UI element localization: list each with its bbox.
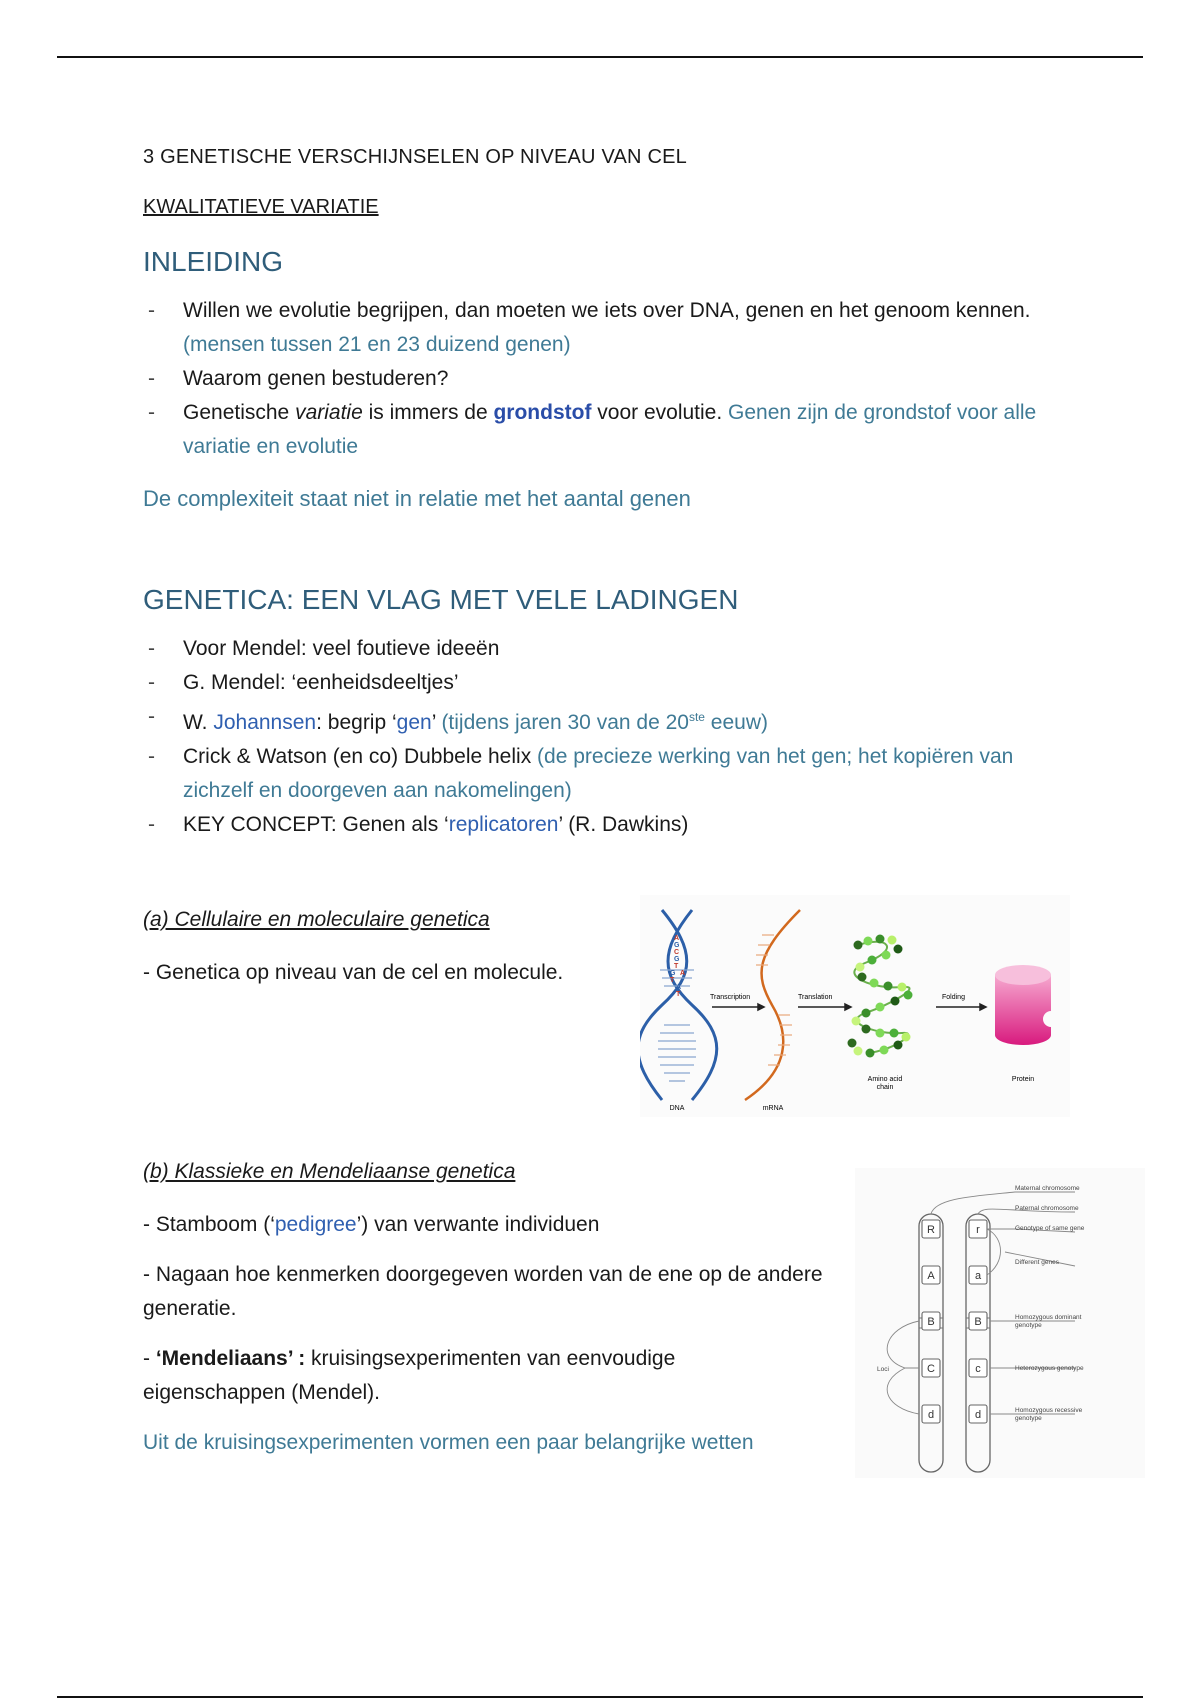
svg-text:C: C: [927, 1363, 935, 1375]
subheading-cellular: (a) Cellulaire en moleculaire genetica: [143, 908, 490, 931]
pedigree-text: - Stamboom (‘pedigree’) van verwante individuen: [143, 1213, 600, 1236]
svg-text:Translation: Translation: [798, 994, 833, 1001]
dna-protein-figure: [640, 895, 1070, 1117]
svg-text:T: T: [674, 963, 679, 970]
svg-text:R: R: [927, 1224, 935, 1236]
list-item: - W. Johannsen: begrip ‘gen’ (tijdens jaren 30 van de 20ste eeuw): [143, 700, 1073, 740]
dna-protein-diagram: [640, 895, 1070, 1117]
svg-text:Different genes: Different genes: [1015, 1259, 1059, 1266]
chromosome-diagram: [855, 1168, 1145, 1478]
svg-text:Homozygous dominant: Homozygous dominant: [1015, 1314, 1082, 1321]
list-item: - KEY CONCEPT: Genen als ‘replicatoren’ (R. Dawkins): [143, 808, 1073, 842]
mendelian-text: - ‘Mendeliaans’ : kruisingsexperimenten van eenvoudige eigenschappen (Mendel).: [143, 1347, 676, 1404]
svg-text:Paternal chromosome: Paternal chromosome: [1015, 1205, 1079, 1212]
svg-text:Protein: Protein: [1011, 1076, 1035, 1083]
cellular-text: - Genetica op niveau van de cel en molecule.: [143, 961, 564, 984]
svg-text:DNA: DNA: [669, 1105, 685, 1112]
heading-inleiding: INLEIDING: [143, 246, 284, 277]
svg-text:d: d: [974, 1409, 982, 1421]
svg-text:A: A: [680, 970, 686, 977]
chromosome-figure: [855, 1168, 1145, 1478]
bottom-rule: [57, 1696, 1143, 1698]
svg-text:A: A: [674, 935, 680, 942]
svg-text:C: C: [674, 949, 680, 956]
svg-text:T: T: [670, 977, 675, 984]
subheading-classical: (b) Klassieke en Mendeliaanse genetica: [143, 1160, 516, 1183]
svg-text:genotype: genotype: [1015, 1415, 1042, 1422]
section-title: KWALITATIEVE VARIATIE: [143, 196, 379, 218]
chapter-title: 3 GENETISCHE VERSCHIJNSELEN OP NIVEAU VAN CEL: [143, 146, 687, 168]
genetica-list: [143, 632, 1073, 842]
svg-text:G: G: [670, 970, 676, 977]
svg-text:Homozygous recessive: Homozygous recessive: [1015, 1407, 1083, 1414]
svg-text:Folding: Folding: [942, 994, 965, 1001]
list-item: - Voor Mendel: veel foutieve ideeën: [143, 632, 1073, 666]
svg-text:B: B: [974, 1316, 982, 1328]
svg-text:T: T: [676, 991, 681, 998]
svg-text:genotype: genotype: [1015, 1322, 1042, 1329]
svg-text:B: B: [927, 1316, 935, 1328]
svg-text:chain: chain: [876, 1084, 894, 1091]
svg-text:a: a: [974, 1270, 982, 1282]
mrna-strand-icon: [745, 910, 800, 1100]
svg-text:A: A: [676, 984, 682, 991]
process-arrows: [712, 1004, 986, 1010]
svg-text:Genotype of same gene: Genotype of same gene: [1015, 1225, 1085, 1232]
laws-note: Uit de kruisingsexperimenten vormen een paar belangrijke wetten: [143, 1431, 754, 1454]
inheritance-text: - Nagaan hoe kenmerken doorgegeven worden van de ene op de andere generatie.: [143, 1263, 823, 1320]
svg-text:Maternal chromosome: Maternal chromosome: [1015, 1185, 1080, 1192]
svg-text:A: A: [927, 1270, 935, 1282]
svg-text:c: c: [975, 1363, 981, 1375]
chromosome-pair-icon: [919, 1214, 990, 1472]
list-item: - Genetische variatie is immers de grondstof voor evolutie. Genen zijn de grondstof voor alle variatie en evolutie: [143, 396, 1073, 464]
amino-acid-chain-icon: [848, 935, 913, 1058]
svg-text:G: G: [674, 956, 680, 963]
list-item: - G. Mendel: ‘eenheidsdeeltjes’: [143, 666, 1073, 700]
svg-text:Heterozygous genotype: Heterozygous genotype: [1015, 1365, 1084, 1372]
complexity-note: De complexiteit staat niet in relatie met het aantal genen: [143, 486, 691, 511]
svg-text:d: d: [927, 1409, 935, 1421]
list-item: - Crick & Watson (en co) Dubbele helix (de precieze werking van het gen; het kopiëren van zichzelf en doorgeven aan nakomelingen): [143, 740, 1073, 808]
protein-icon: [995, 965, 1051, 1045]
inleiding-list: [143, 294, 1073, 464]
heading-genetica: GENETICA: EEN VLAG MET VELE LADINGEN: [143, 584, 739, 615]
svg-text:G: G: [674, 942, 680, 949]
list-item: - Willen we evolutie begrijpen, dan moeten we iets over DNA, genen en het genoom kennen. (mensen tussen 21 en 23 duizend genen): [143, 294, 1073, 362]
svg-text:Loci: Loci: [877, 1366, 889, 1373]
list-item: - Waarom genen bestuderen?: [143, 362, 1073, 396]
top-rule: [57, 56, 1143, 58]
svg-text:Transcription: Transcription: [710, 994, 751, 1001]
svg-text:mRNA: mRNA: [762, 1105, 784, 1112]
svg-text:Amino acid: Amino acid: [867, 1076, 903, 1083]
svg-text:r: r: [976, 1224, 980, 1236]
